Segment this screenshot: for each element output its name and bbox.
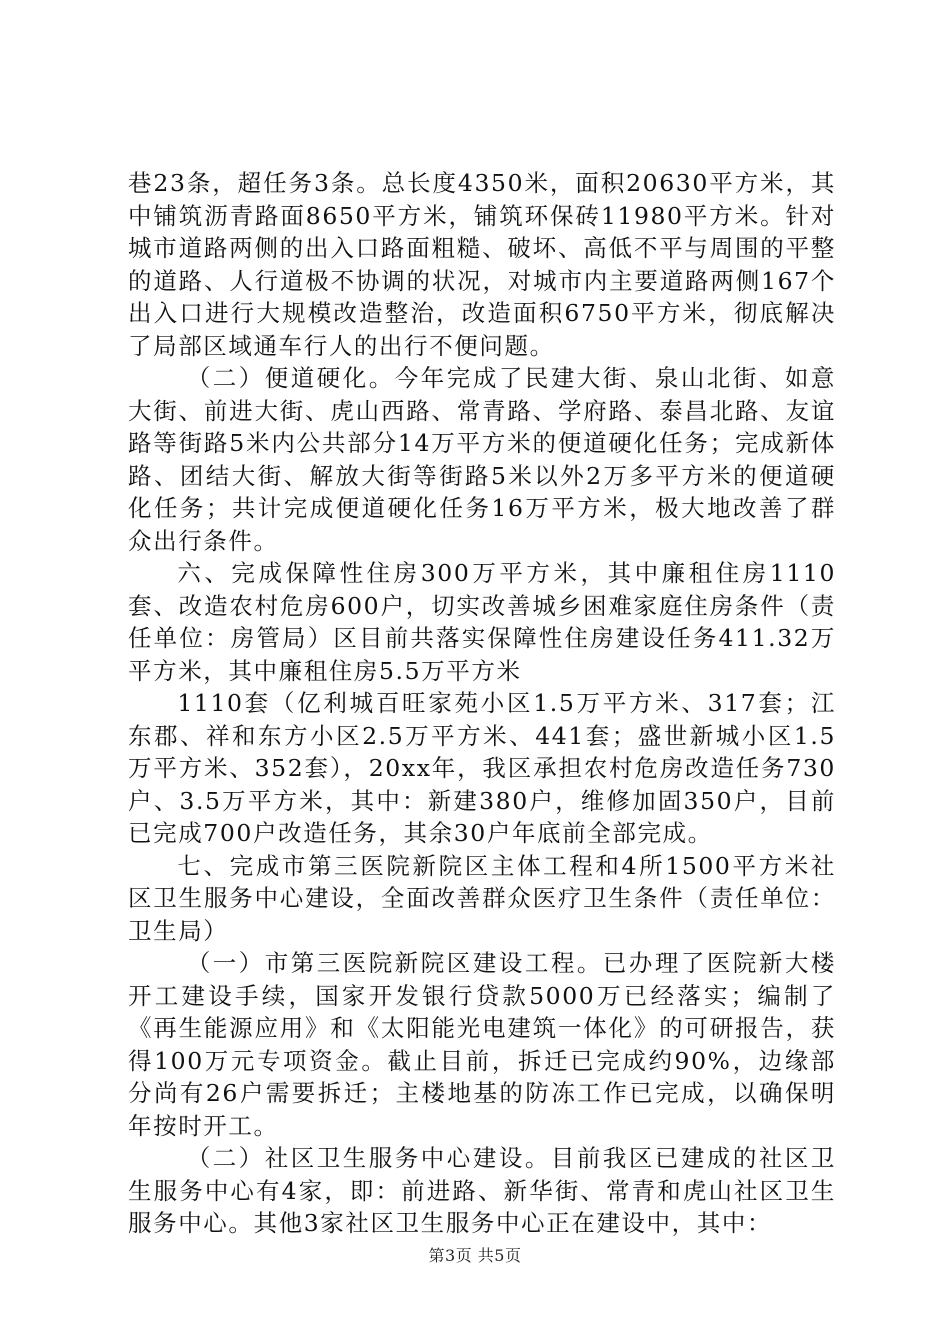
paragraph-5: 七、完成市第三医院新院区主体工程和4所1500平方米社区卫生服务中心建设，全面改善群众医疗卫生条件（责任单位：卫生局） [128, 851, 836, 945]
paragraph-4: 1110套（亿利城百旺家苑小区1.5万平方米、317套；江东郡、祥和东方小区2.5万平方米、441套；盛世新城小区1.5万平方米、352套），20xx年，我区承担农村危房改造任务730户、3.5万平方米，其中：新建380户，维修加固350户，目前已完成700户改造任务，其余30户年底前全部完成。 [128, 689, 836, 847]
page-footer: 第3页 共5页 [428, 1246, 522, 1265]
paragraph-7: （二）社区卫生服务中心建设。目前我区已建成的社区卫生服务中心有4家，即：前进路、新华街、常青和虎山社区卫生服务中心。其他3家社区卫生服务中心正在建设中，其中： [128, 1144, 836, 1237]
paragraph-1: 巷23条，超任务3条。总长度4350米，面积20630平方米，其中铺筑沥青路面8650平方米，铺筑环保砖11980平方米。针对城市道路两侧的出入口路面粗糙、破坏、高低不平与周围的平整的道路、人行道极不协调的状况，对城市内主要道路两侧167个出入口进行大规模改造整治，改造面积6750平方米，彻底解决了局部区域通车行人的出行不便问题。 [128, 169, 836, 360]
body-text [128, 167, 836, 1240]
paragraph-2: （二）便道硬化。今年完成了民建大街、泉山北街、如意大街、前进大街、虎山西路、常青路、学府路、泰昌北路、友谊路等街路5米内公共部分14万平方米的便道硬化任务；完成新体路、团结大街、解放大街等街路5米以外2万多平方米的便道硬化任务；共计完成便道硬化任务16万平方米，极大地改善了群众出行条件。 [128, 364, 836, 555]
paragraph-3: 六、完成保障性住房300万平方米，其中廉租住房1110套、改造农村危房600户，切实改善城乡困难家庭住房条件（责任单位：房管局）区目前共落实保障性住房建设任务411.32万平方米，其中廉租住房5.5万平方米 [128, 559, 836, 685]
paragraph-6: （一）市第三医院新院区建设工程。已办理了医院新大楼开工建设手续，国家开发银行贷款5000万已经落实；编制了《再生能源应用》和《太阳能光电建筑一体化》的可研报告，获得100万元专项资金。截止目前，拆迁已完成约90%，边缘部分尚有26户需要拆迁；主楼地基的防冻工作已完成，以确保明年按时开工。 [128, 949, 836, 1140]
